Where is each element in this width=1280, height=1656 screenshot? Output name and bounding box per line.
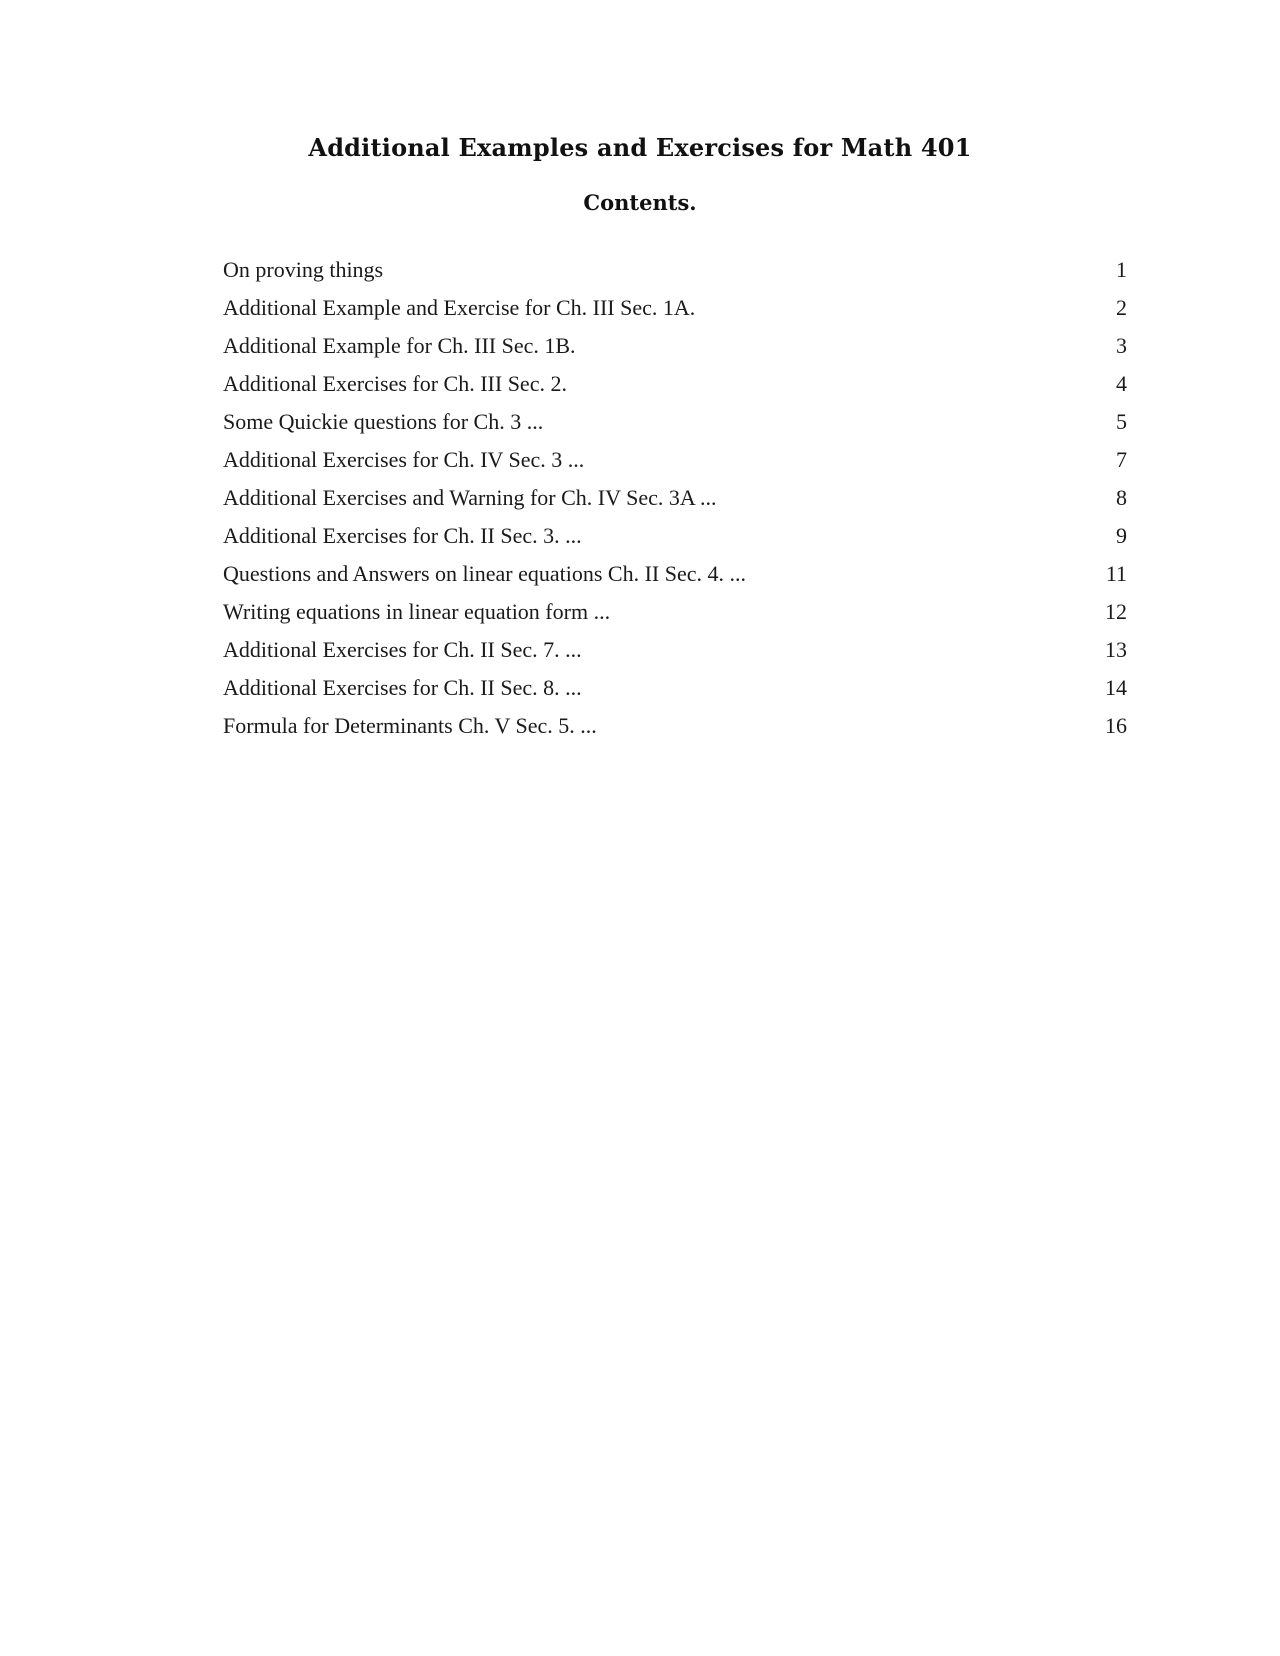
toc-entry-page: 8: [1116, 485, 1127, 510]
toc-entry: [223, 479, 1127, 517]
toc-entry: [223, 593, 1127, 631]
toc-entry: [223, 517, 1127, 555]
toc-entry-page: 7: [1116, 447, 1127, 472]
toc-entry: [223, 327, 1127, 365]
contents-heading: Contents.: [583, 190, 697, 215]
toc-entry-title: Formula for Determinants Ch. V Sec. 5. ...: [223, 713, 597, 738]
toc-entry-title: Additional Exercises for Ch. II Sec. 7. ...: [223, 637, 582, 662]
toc-entry-title: Additional Example for Ch. III Sec. 1B.: [223, 333, 576, 358]
toc-entry: [223, 631, 1127, 669]
toc-entry-title: Writing equations in linear equation form ...: [223, 599, 611, 624]
toc-entry-title: Additional Example and Exercise for Ch. III Sec. 1A.: [223, 295, 696, 320]
toc-entry: [223, 403, 1127, 441]
toc-entry-page: 16: [1105, 713, 1127, 738]
toc-entry-page: 13: [1105, 637, 1127, 662]
toc-entry: [223, 707, 1127, 745]
toc-entry-page: 11: [1105, 561, 1127, 586]
toc-entry-title: Additional Exercises for Ch. IV Sec. 3 ...: [223, 447, 585, 472]
toc-entry-title: Additional Exercises for Ch. II Sec. 3. ...: [223, 523, 582, 548]
toc-entry-title: Additional Exercises and Warning for Ch. IV Sec. 3A ...: [223, 485, 717, 510]
toc-entry-page: 1: [1116, 257, 1127, 282]
toc-entry-page: 12: [1105, 599, 1127, 624]
table-of-contents: [223, 251, 1127, 745]
toc-entry-page: 5: [1116, 409, 1127, 434]
toc-entry: [223, 669, 1127, 707]
toc-entry: [223, 555, 1127, 593]
toc-entry: [223, 365, 1127, 403]
toc-entry-page: 2: [1116, 295, 1127, 320]
toc-entry-title: Additional Exercises for Ch. II Sec. 8. ...: [223, 675, 582, 700]
toc-entry-title: Questions and Answers on linear equations Ch. II Sec. 4. ...: [223, 561, 747, 586]
toc-entry-page: 14: [1105, 675, 1127, 700]
toc-entry-page: 3: [1116, 333, 1127, 358]
document-title: Additional Examples and Exercises for Math 401: [308, 133, 972, 162]
toc-entry: [223, 251, 1127, 289]
toc-entry-title: Some Quickie questions for Ch. 3 ...: [223, 409, 544, 434]
toc-entry-title: On proving things: [223, 257, 384, 282]
toc-entry-title: Additional Exercises for Ch. III Sec. 2.: [223, 371, 567, 396]
toc-entry: [223, 441, 1127, 479]
toc-entry: [223, 289, 1127, 327]
toc-entry-page: 4: [1116, 371, 1127, 396]
toc-entry-page: 9: [1116, 523, 1127, 548]
